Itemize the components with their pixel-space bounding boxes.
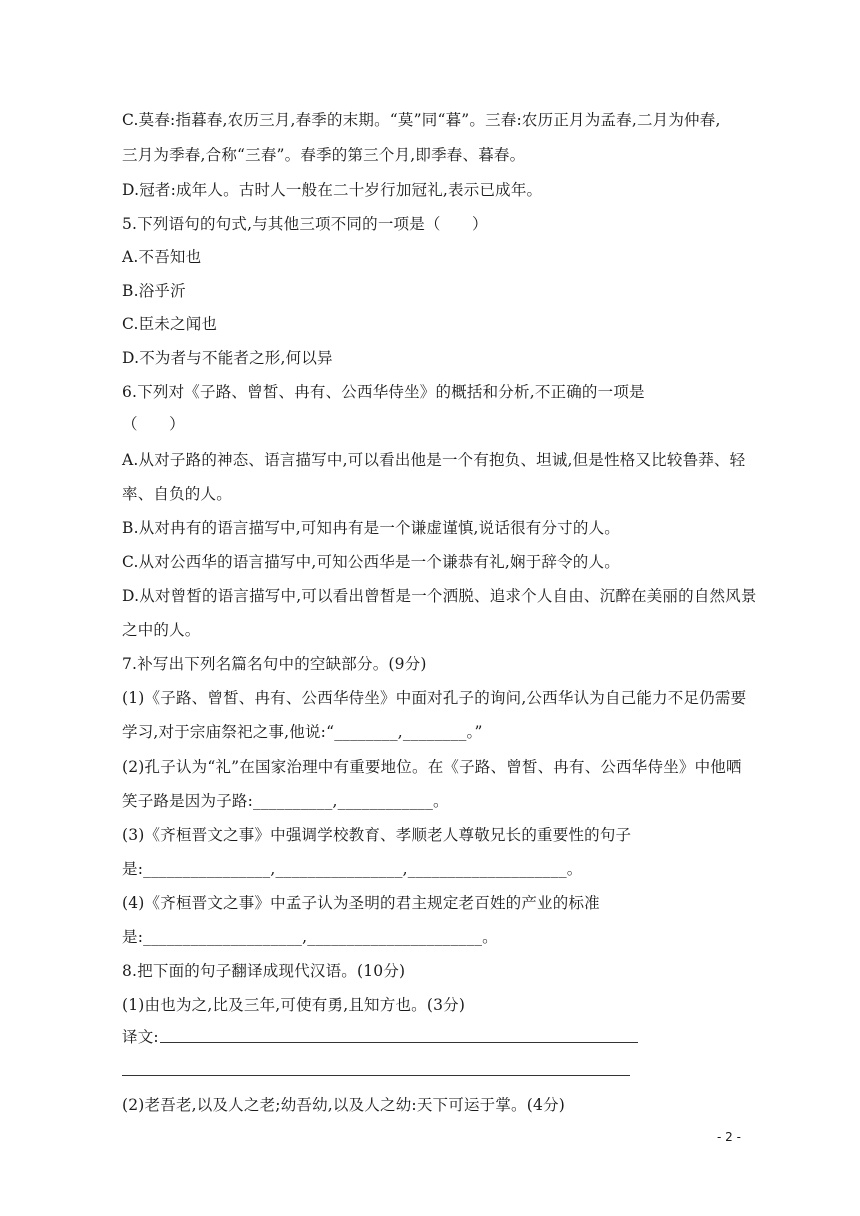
q6-option-a-cont: 率、自负的人。 xyxy=(122,485,232,503)
q5-option-c: C.臣未之闻也 xyxy=(122,315,218,333)
question-7: 7.补写出下列名篇名句中的空缺部分。(9分) xyxy=(122,655,427,673)
q7-item-1-cont: 学习,对于宗庙祭祀之事,他说:“________,________。” xyxy=(122,723,483,741)
q7-item-4-cont: 是:____________________,______________________。 xyxy=(122,928,498,946)
q8-item-1: (1)由也为之,比及三年,可使有勇,且知方也。(3分) xyxy=(122,996,466,1014)
q7-item-3-cont: 是:________________,________________,____________________。 xyxy=(122,860,583,878)
answer-line-2 xyxy=(122,1075,630,1076)
q7-item-2-cont: 笑子路是因为子路:__________,____________。 xyxy=(122,792,449,810)
q8-item-2: (2)老吾老,以及人之老;幼吾幼,以及人之幼:天下可运于掌。(4分) xyxy=(122,1096,566,1114)
q7-item-4: (4)《齐桓晋文之事》中孟子认为圣明的君主规定老百姓的产业的标准 xyxy=(122,894,600,912)
answer-line-1 xyxy=(160,1042,638,1043)
q5-option-b: B.浴乎沂 xyxy=(122,282,186,300)
page-number: - 2 - xyxy=(717,1130,741,1144)
question-5: 5.下列语句的句式,与其他三项不同的一项是（ ） xyxy=(122,215,488,233)
q7-item-1: (1)《子路、曾皙、冉有、公西华侍坐》中面对孔子的询问,公西华认为自己能力不足仍需要 xyxy=(122,689,747,707)
q6-option-b: B.从对冉有的语言描写中,可知冉有是一个谦虚谨慎,说话很有分寸的人。 xyxy=(122,519,620,537)
option-c-text-cont: 三月为季春,合称“三春”。春季的第三个月,即季春、暮春。 xyxy=(122,146,526,164)
q5-option-a: A.不吾知也 xyxy=(122,248,202,266)
q5-option-d: D.不为者与不能者之形,何以异 xyxy=(122,349,333,367)
question-6: 6.下列对《子路、曾皙、冉有、公西华侍坐》的概括和分析,不正确的一项是 xyxy=(122,383,645,401)
q6-option-a: A.从对子路的神态、语言描写中,可以看出他是一个有抱负、坦诚,但是性格又比较鲁莽、轻 xyxy=(122,451,746,469)
q6-option-d-cont: 之中的人。 xyxy=(122,621,201,639)
q7-item-3: (3)《齐桓晋文之事》中强调学校教育、孝顺老人尊敬兄长的重要性的句子 xyxy=(122,826,632,844)
question-6-bracket: （ ） xyxy=(122,415,185,433)
option-d-text: D.冠者:成年人。古时人一般在二十岁行加冠礼,表示已成年。 xyxy=(122,181,543,199)
option-c-text: C.莫春:指暮春,农历三月,春季的末期。“莫”同“暮”。三春:农历正月为孟春,二月为仲春, xyxy=(122,111,721,129)
question-8: 8.把下面的句子翻译成现代汉语。(10分) xyxy=(122,962,406,980)
q7-item-2: (2)孔子认为“礼”在国家治理中有重要地位。在《子路、曾皙、冉有、公西华侍坐》中他哂 xyxy=(122,758,742,776)
q6-option-c: C.从对公西华的语言描写中,可知公西华是一个谦恭有礼,娴于辞令的人。 xyxy=(122,553,620,571)
translation-label: 译文: xyxy=(122,1028,159,1046)
q6-option-d: D.从对曾皙的语言描写中,可以看出曾皙是一个洒脱、追求个人自由、沉醉在美丽的自然风景 xyxy=(122,587,757,605)
